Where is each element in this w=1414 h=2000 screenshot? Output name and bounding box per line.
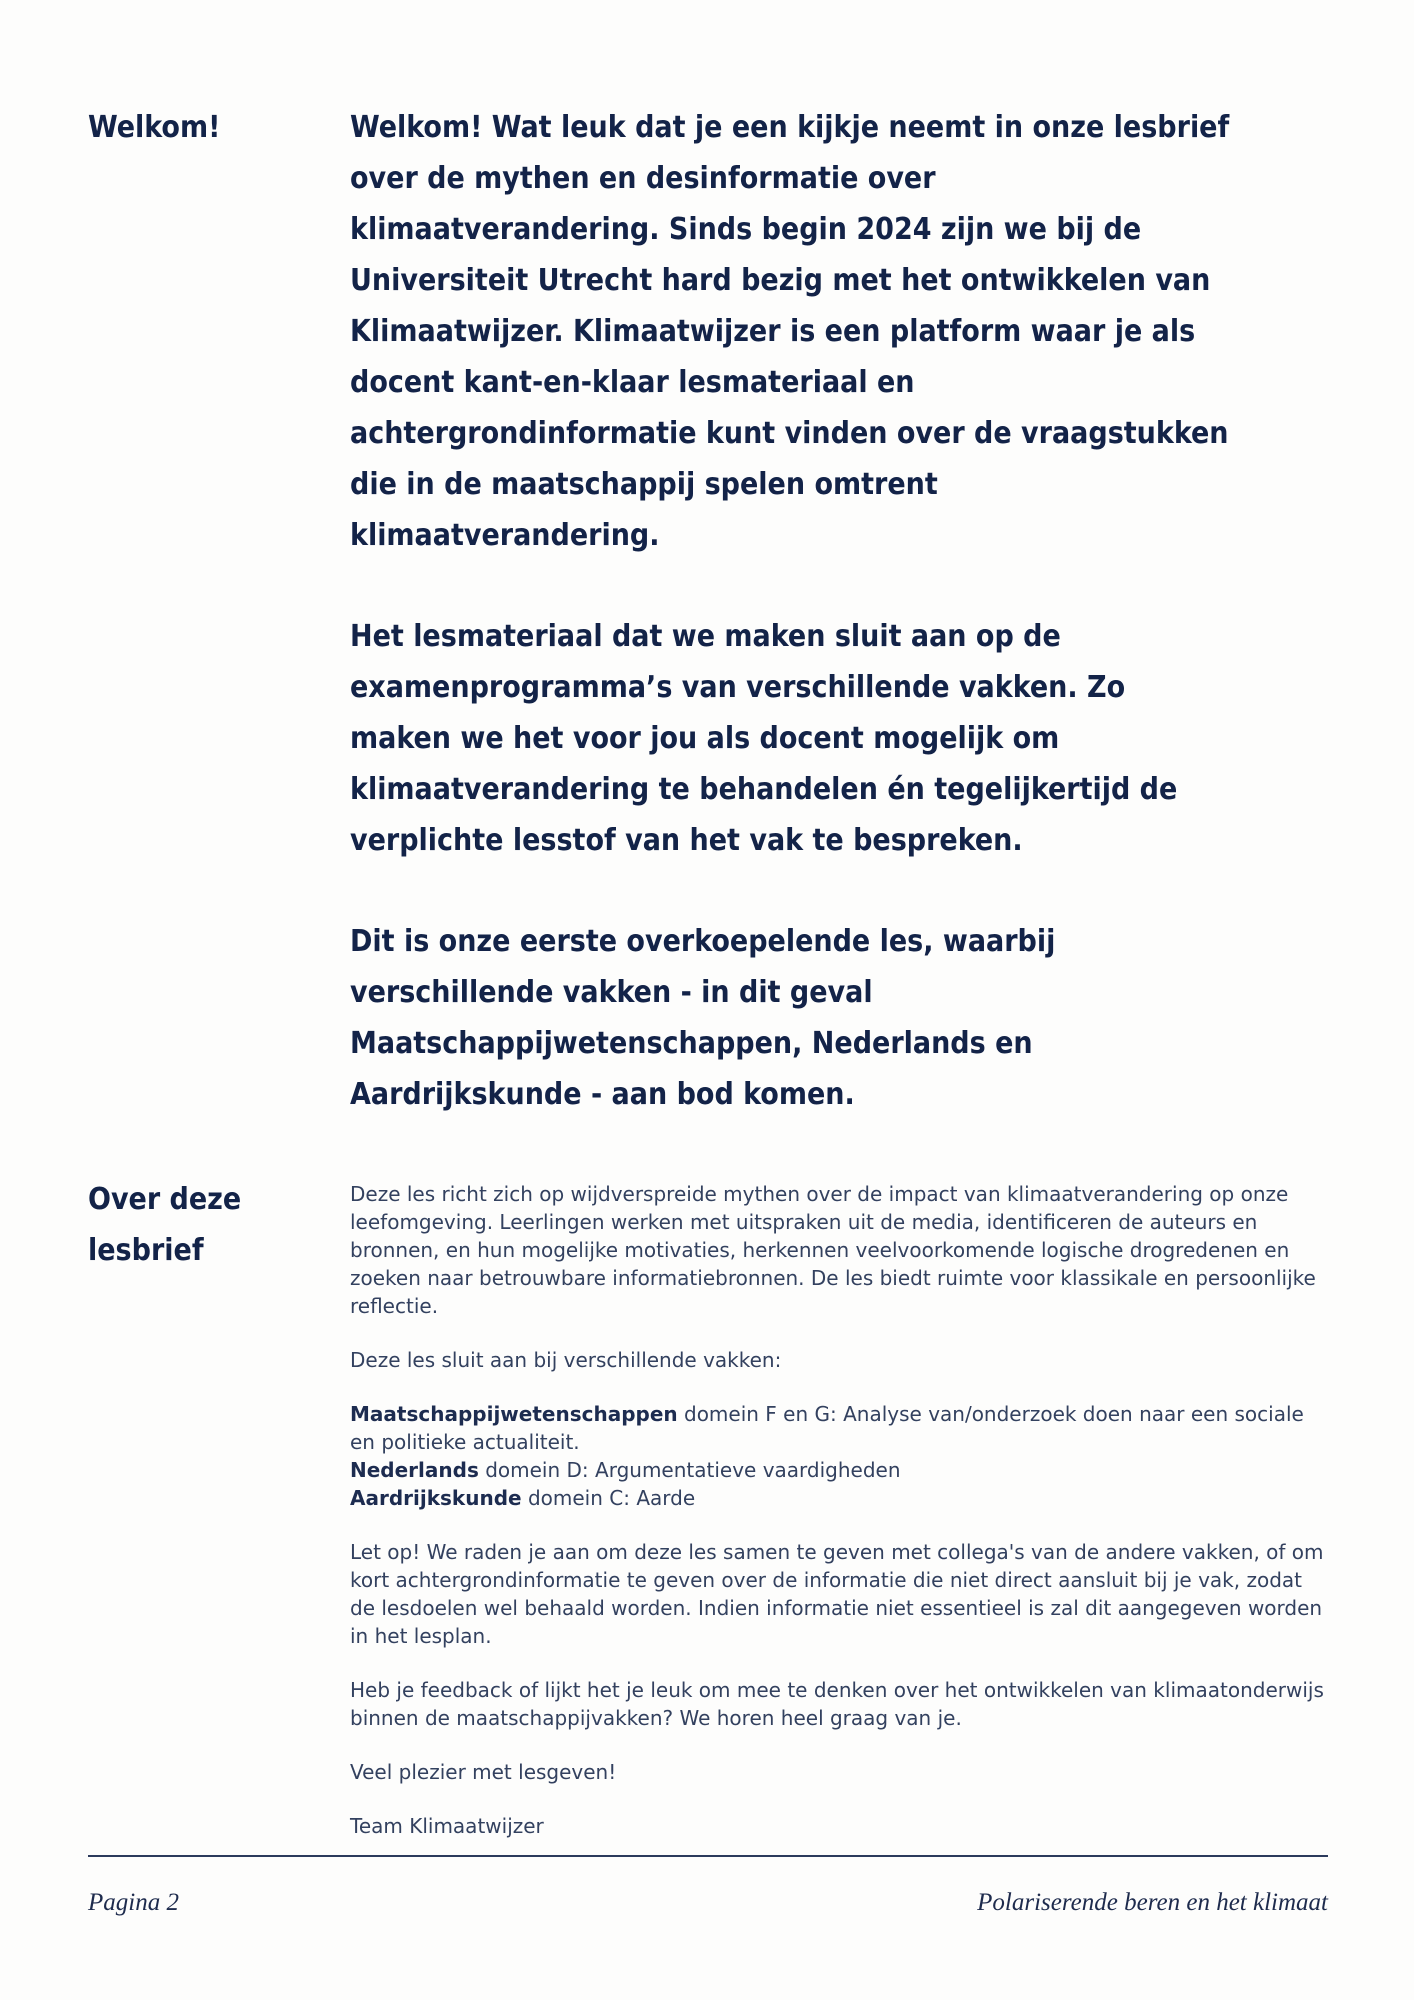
vak-detail-aardrijkskunde: domein C: Aarde: [521, 1486, 696, 1510]
welkom-section: [88, 102, 1328, 1120]
footer-divider: [88, 1855, 1328, 1857]
welkom-paragraphs: [350, 102, 1328, 1120]
vak-name-maatschappijwetenschappen: Maatschappijwetenschappen: [350, 1402, 678, 1426]
lesbrief-heading: Over deze lesbrief: [88, 1182, 242, 1268]
vak-detail-maatschappijwetenschappen: domein F en G: Analyse van/onderzoek doen naar een sociale en politieke actualiteit.: [350, 1402, 1304, 1454]
let-op-paragraph: Let op! We raden je aan om deze les samen te geven met collega's van de andere vakken, of om kort achtergrondinformatie te geven over de informatie die niet direct aansluit bij je vak, zodat de lesdoelen wel behaald worden. Indien informatie niet essentieel is zal dit aangegeven worden in het lesplan.: [350, 1540, 1324, 1648]
signature-line: Team Klimaatwijzer: [350, 1814, 544, 1838]
document-title: Polariserende beren en het klimaat: [977, 1889, 1328, 1916]
lesbrief-body: [350, 1174, 1328, 1840]
vak-name-nederlands: Nederlands: [350, 1458, 479, 1482]
lesbrief-section: [88, 1174, 1328, 1840]
welkom-heading: Welkom!: [88, 110, 221, 145]
feedback-paragraph: Heb je feedback of lijkt het je leuk om mee te denken over het ontwikkelen van klimaatonderwijs binnen de maatschappijvakken? We horen heel graag van je.: [350, 1678, 1324, 1730]
lesbrief-intro-paragraph: Deze les richt zich op wijdverspreide mythen over de impact van klimaatverandering op onze leefomgeving. Leerlingen werken met uitspraken uit de media, identificeren de auteurs en bronnen, en hun mogelijke motivaties, herkennen veelvoorkomende logische drogredenen en zoeken naar betrouwbare informatiebronnen. De les biedt ruimte voor klassikale en persoonlijke reflectie.: [350, 1182, 1316, 1318]
welkom-paragraph-2: Het lesmateriaal dat we maken sluit aan op de examenprogramma’s van verschillende vakken. Zo maken we het voor jou als docent mogelijk om klimaatverandering te behandelen én tegelijkertijd de verplichte lesstof van het vak te bespreken.: [350, 619, 1178, 858]
welkom-paragraph-3: Dit is onze eerste overkoepelende les, waarbij verschillende vakken - in dit geval Maatschappijwetenschappen, Nederlands en Aardrijkskunde - aan bod komen.: [350, 924, 1056, 1112]
closing-line: Veel plezier met lesgeven!: [350, 1760, 617, 1784]
vak-detail-nederlands: domein D: Argumentatieve vaardigheden: [478, 1458, 901, 1482]
vakken-intro: Deze les sluit aan bij verschillende vakken:: [350, 1348, 782, 1372]
page-number: Pagina 2: [88, 1889, 179, 1916]
vak-name-aardrijkskunde: Aardrijkskunde: [350, 1486, 522, 1510]
welkom-paragraph-1: Welkom! Wat leuk dat je een kijkje neemt in onze lesbrief over de mythen en desinformatie over klimaatverandering. Sinds begin 2024 zijn we bij de Universiteit Utrecht hard bezig met het ontwikkelen van Klimaatwijzer. Klimaatwijzer is een platform waar je als docent kant-en-klaar lesmateriaal en achtergrondinformatie kunt vinden over de vraagstukken die in de maatschappij spelen omtrent klimaatverandering.: [350, 110, 1230, 553]
vakken-list: [350, 1400, 1328, 1512]
page-footer: [88, 1889, 1328, 1917]
